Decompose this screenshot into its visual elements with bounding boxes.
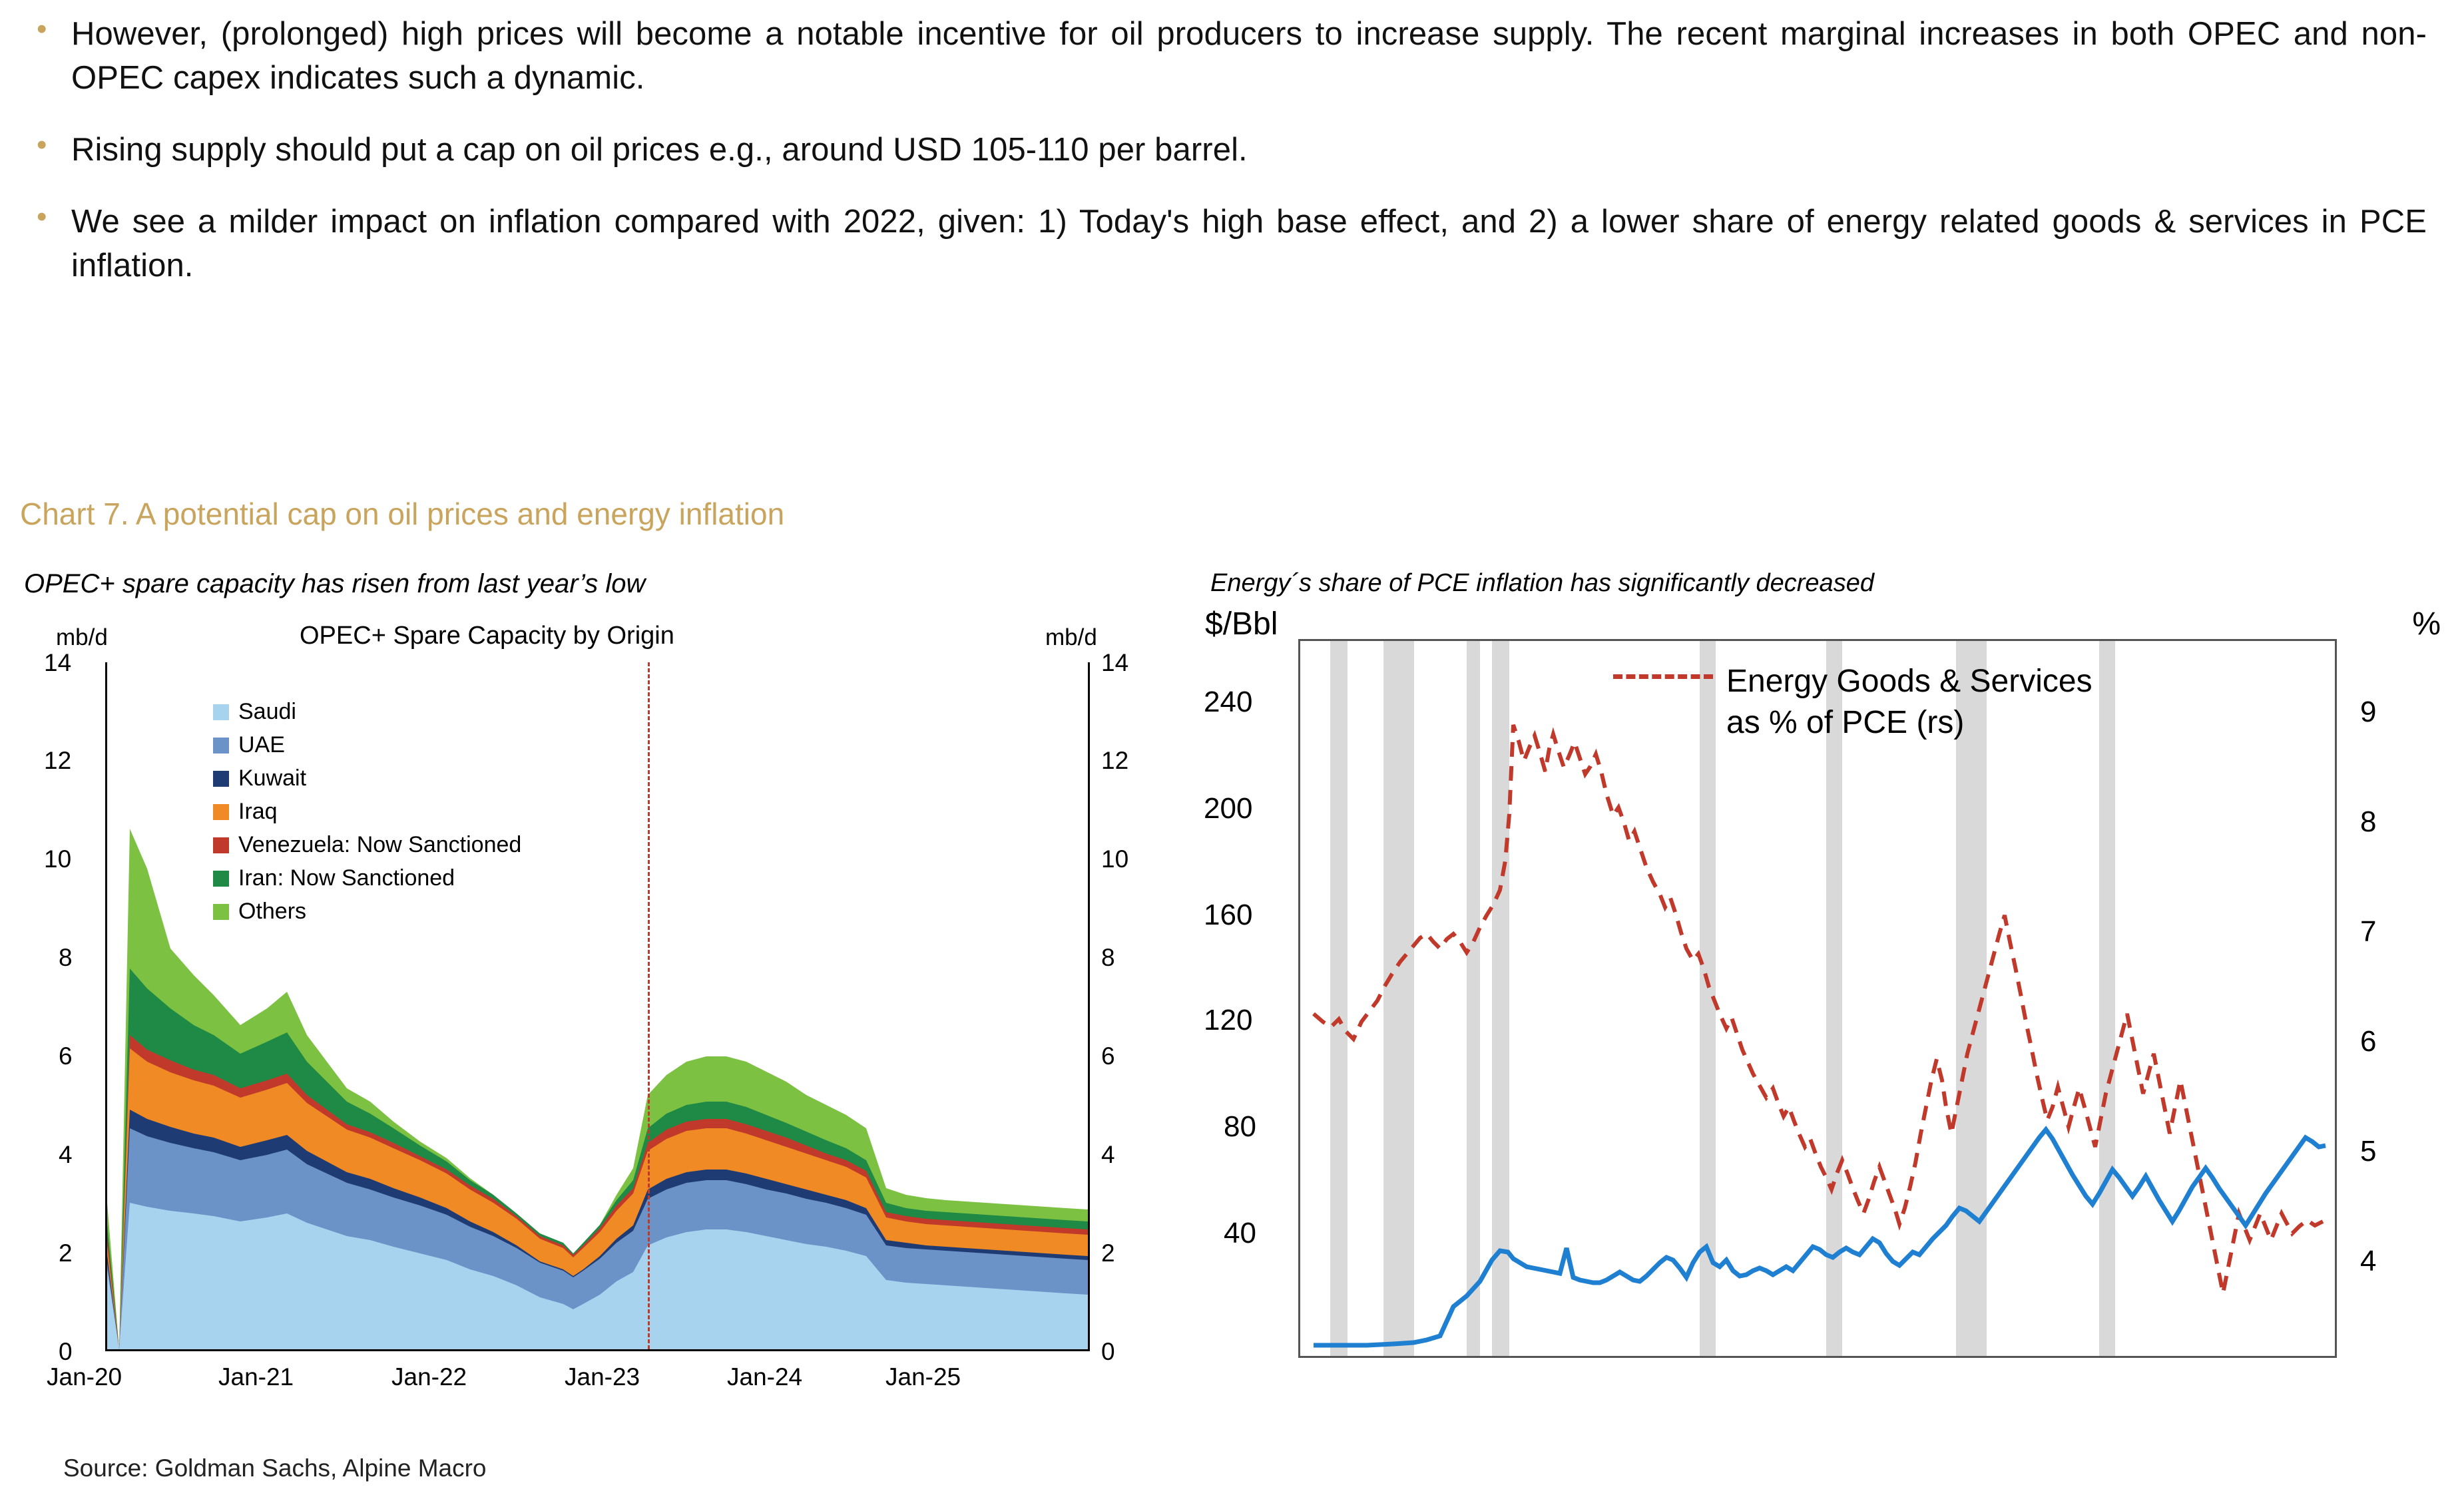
- right-ytick-160: 160: [1204, 899, 1253, 931]
- left-rytick-12: 12: [1101, 747, 1129, 774]
- left-chart-plot-title: OPEC+ Spare Capacity by Origin: [300, 622, 674, 650]
- legend-item-venezuela: [213, 832, 521, 858]
- left-rytick-2: 2: [1101, 1239, 1115, 1267]
- legend-label: Iraq: [238, 799, 278, 824]
- left-ytick-12: 12: [44, 747, 72, 774]
- legend-swatch-icon: [213, 738, 229, 754]
- legend-item-kuwait: [213, 765, 521, 791]
- left-xtick-jan23: Jan-23: [565, 1363, 640, 1391]
- legend-swatch-icon: [213, 771, 229, 787]
- bullet-dot-icon: •: [37, 200, 47, 233]
- list-item: [37, 200, 2427, 288]
- left-xtick-jan25: Jan-25: [885, 1363, 961, 1391]
- right-rytick-6b: 4: [2360, 1245, 2377, 1277]
- left-xtick-jan22: Jan-22: [391, 1363, 467, 1391]
- bullet-list: [37, 12, 2427, 316]
- bullet-text: We see a milder impact on inflation compared with 2022, given: 1) Today's high base effect, and 2) a lower share of energy related goods & services in PCE inflation.: [71, 204, 2427, 284]
- legend-item-saudi: [213, 699, 521, 725]
- legend-item-others: [213, 899, 521, 925]
- legend-swatch-icon: [213, 704, 229, 720]
- bullet-text: Rising supply should put a cap on oil prices e.g., around USD 105-110 per barrel.: [71, 132, 1248, 168]
- list-item: [37, 128, 2427, 172]
- right-chart-plot-area: [1298, 639, 2337, 1358]
- legend-item-iraq: [213, 799, 521, 825]
- legend-swatch-icon: [213, 837, 229, 853]
- left-rytick-14: 14: [1101, 649, 1129, 676]
- legend-label-line1: Energy Goods & Services: [1726, 664, 2093, 699]
- right-ytick-40: 40: [1224, 1217, 1256, 1249]
- right-rytick-6: 6: [2360, 1025, 2377, 1058]
- legend-label: UAE: [238, 732, 285, 757]
- chart-section-title: Chart 7. A potential cap on oil prices and energy inflation: [20, 497, 785, 531]
- right-legend-dash-icon: [1613, 674, 1713, 679]
- legend-label: Saudi: [238, 699, 296, 724]
- left-ytick-8: 8: [59, 944, 73, 971]
- right-rytick-5: 5: [2360, 1135, 2377, 1168]
- left-ytick-4: 4: [59, 1141, 73, 1168]
- left-chart-legend: [213, 699, 521, 932]
- legend-swatch-icon: [213, 904, 229, 920]
- right-rytick-8: 8: [2360, 805, 2377, 838]
- left-rytick-6: 6: [1101, 1042, 1115, 1070]
- left-rytick-10: 10: [1101, 845, 1129, 873]
- right-axis-unit-left: $/Bbl: [1205, 606, 1278, 642]
- right-ytick-200: 200: [1204, 792, 1253, 825]
- left-rytick-0: 0: [1101, 1338, 1115, 1365]
- right-rytick-7: 7: [2360, 915, 2377, 948]
- left-xtick-jan21: Jan-21: [218, 1363, 294, 1391]
- left-xtick-jan20: Jan-20: [47, 1363, 123, 1391]
- right-chart-subtitle: Energy´s share of PCE inflation has significantly decreased: [1210, 569, 1874, 597]
- right-axis-unit-right: %: [2412, 606, 2441, 642]
- left-right-axis-line: [1088, 662, 1090, 1351]
- forecast-divider-line: [648, 662, 650, 1349]
- legend-label: Venezuela: Now Sanctioned: [238, 832, 522, 857]
- legend-item-iran: [213, 865, 521, 891]
- right-chart-panel: [1192, 606, 2443, 1431]
- left-ytick-14: 14: [44, 649, 72, 676]
- right-chart-legend: [1726, 661, 2093, 744]
- left-xtick-jan24: Jan-24: [727, 1363, 803, 1391]
- right-ytick-120: 120: [1204, 1004, 1253, 1036]
- right-rytick-9: 9: [2360, 696, 2377, 728]
- legend-swatch-icon: [213, 871, 229, 887]
- legend-swatch-icon: [213, 804, 229, 820]
- legend-item-uae: [213, 732, 521, 758]
- right-ytick-240: 240: [1204, 686, 1253, 718]
- left-chart-panel: [20, 612, 1152, 1431]
- left-rytick-8: 8: [1101, 944, 1115, 971]
- left-ytick-0: 0: [59, 1338, 73, 1365]
- right-ytick-80: 80: [1224, 1110, 1256, 1143]
- left-axis-unit-left: mb/d: [56, 624, 108, 650]
- source-note: Source: Goldman Sachs, Alpine Macro: [63, 1454, 487, 1482]
- left-rytick-4: 4: [1101, 1141, 1115, 1168]
- bullet-dot-icon: •: [37, 128, 47, 161]
- left-ytick-10: 10: [44, 845, 72, 873]
- legend-label: Iran: Now Sanctioned: [238, 865, 455, 891]
- bullet-text: However, (prolonged) high prices will become a notable incentive for oil producers to increase supply. The recent marginal increases in both OPEC and non-OPEC capex indicates such a dynamic.: [71, 16, 2427, 96]
- left-ytick-2: 2: [59, 1239, 73, 1267]
- legend-label-line2: as % of PCE (rs): [1726, 705, 1965, 740]
- legend-label: Others: [238, 899, 307, 924]
- legend-label: Kuwait: [238, 765, 307, 791]
- oil-price-pce-line-chart: [1300, 641, 2335, 1356]
- list-item: [37, 12, 2427, 100]
- bullet-dot-icon: •: [37, 13, 47, 45]
- left-axis-unit-right: mb/d: [1045, 624, 1097, 650]
- left-chart-subtitle: OPEC+ spare capacity has risen from last year’s low: [24, 569, 646, 598]
- left-ytick-6: 6: [59, 1042, 73, 1070]
